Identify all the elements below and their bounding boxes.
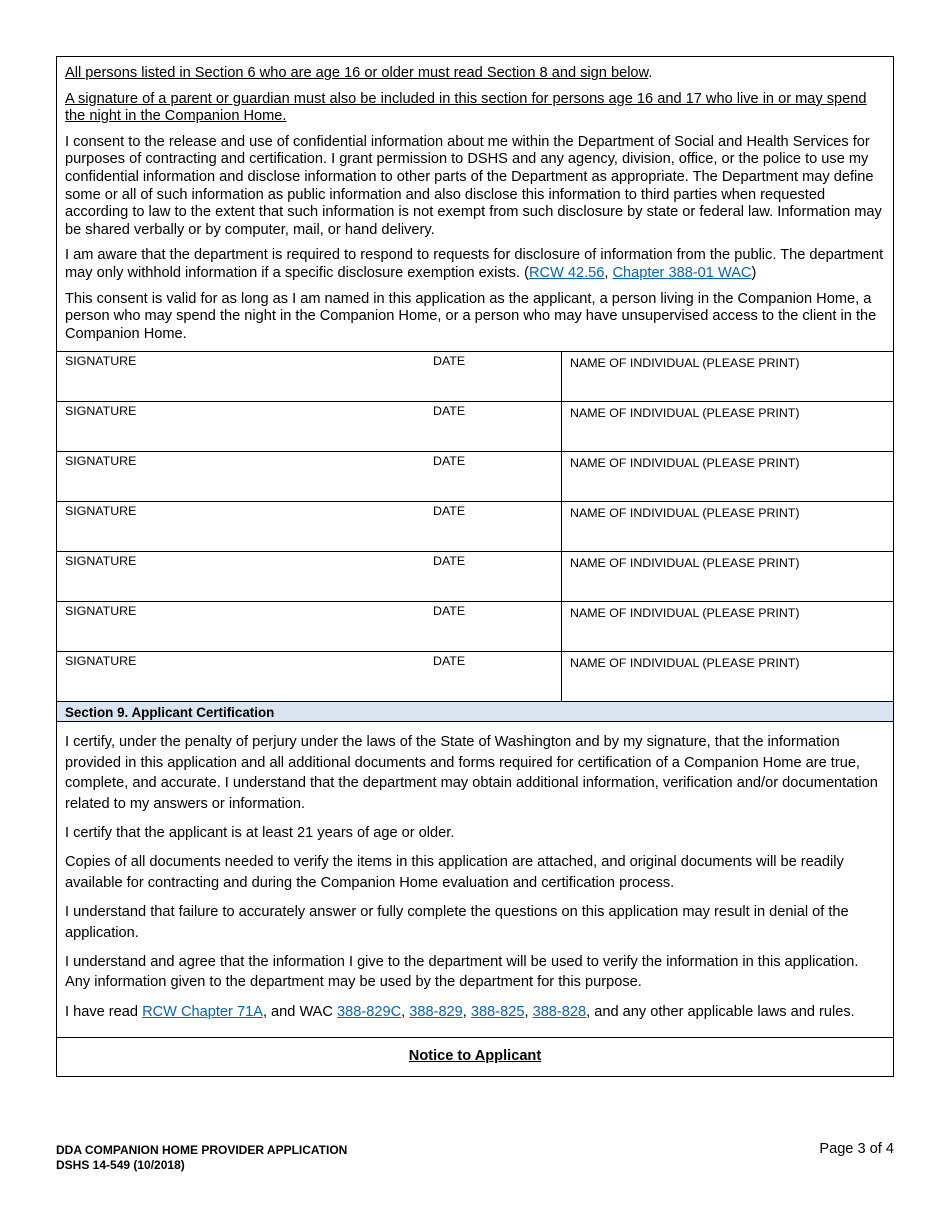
signature-row	[57, 651, 893, 701]
signature-field[interactable]: SIGNATURE	[65, 654, 137, 669]
cert-paragraph-1: I certify, under the penalty of perjury under the laws of the State of Washington and by my signature, that the information provided in this application and all additional documents and forms required for certification of a Companion Home are true, complete, and accurate. I understand that the department may obtain additional information, verification and/or documentation related to my answers or information.	[65, 734, 878, 812]
section9-body	[57, 722, 893, 1037]
cert-paragraph-6: I have read RCW Chapter 71A, and WAC 388-829C, 388-829, 388-825, 388-828, and any other applicable laws and rules.	[65, 1003, 855, 1020]
section9-header: Section 9. Applicant Certification	[57, 701, 893, 722]
signature-row	[57, 451, 893, 501]
signature-table	[57, 351, 893, 701]
date-field[interactable]: DATE	[433, 604, 466, 619]
signature-field[interactable]: SIGNATURE	[65, 404, 137, 419]
wac-388-829-link[interactable]: 388-829	[409, 1003, 463, 1020]
signature-row	[57, 601, 893, 651]
signature-field[interactable]: SIGNATURE	[65, 454, 137, 469]
date-field[interactable]: DATE	[433, 554, 466, 569]
consent-paragraph: I consent to the release and use of confidential information about me within the Department of Social and Health Services for purposes of contracting and certification. I grant permission to DSHS and any agency, division, office, or the police to use my confidential information and disclose information to other parts of the Department as appropriate. The Department may define some or all of such information as public information and also disclose this information to third parties when requested according to law to the extent that such information is not exempt from such disclosure by state or federal law. Information may be shared verbally or by computer, mail, or hand delivery.	[65, 133, 882, 238]
signature-row	[57, 401, 893, 451]
signature-row	[57, 551, 893, 601]
cert-paragraph-3: Copies of all documents needed to verify the items in this application are attached, and original documents will be readily available for contracting and during the Companion Home evaluation and certification process.	[65, 854, 844, 891]
form-footer	[56, 1143, 347, 1173]
date-field[interactable]: DATE	[433, 354, 466, 369]
rcw-42-56-link[interactable]: RCW 42.56	[528, 264, 605, 281]
disclosure-paragraph: I am aware that the department is required to respond to requests for disclosure of information from the public. The department may only withhold information if a specific disclosure exemption exists. (RCW 42.56, Chapter 388-01 WAC)	[65, 247, 884, 281]
cert-paragraph-4: I understand that failure to accurately answer or fully complete the questions on this application may result in denial of the application.	[65, 904, 849, 941]
wac-388-825-link[interactable]: 388-825	[470, 1003, 525, 1020]
chapter-388-01-wac-link[interactable]: Chapter 388-01 WAC	[612, 264, 752, 281]
name-field[interactable]: NAME OF INDIVIDUAL (PLEASE PRINT)	[561, 352, 893, 401]
date-field[interactable]: DATE	[433, 404, 466, 419]
signature-row	[57, 501, 893, 551]
name-field[interactable]: NAME OF INDIVIDUAL (PLEASE PRINT)	[561, 552, 893, 601]
form-title: DDA COMPANION HOME PROVIDER APPLICATION	[56, 1143, 348, 1157]
signature-field[interactable]: SIGNATURE	[65, 554, 137, 569]
wac-388-828-link[interactable]: 388-828	[532, 1003, 587, 1020]
name-field[interactable]: NAME OF INDIVIDUAL (PLEASE PRINT)	[561, 452, 893, 501]
name-field[interactable]: NAME OF INDIVIDUAL (PLEASE PRINT)	[561, 402, 893, 451]
signature-field[interactable]: SIGNATURE	[65, 604, 137, 619]
rcw-chapter-71a-link[interactable]: RCW Chapter 71A	[142, 1003, 263, 1020]
form-number: DSHS 14-549 (10/2018)	[56, 1158, 185, 1172]
name-field[interactable]: NAME OF INDIVIDUAL (PLEASE PRINT)	[561, 652, 893, 701]
page-number: Page 3 of 4	[819, 1141, 894, 1157]
signature-row	[57, 351, 893, 401]
signature-field[interactable]: SIGNATURE	[65, 504, 137, 519]
date-field[interactable]: DATE	[433, 504, 466, 519]
instruction-line-2: A signature of a parent or guardian must also be included in this section for persons age 16 and 17 who live in or may spend the night in the Companion Home.	[65, 90, 867, 125]
cert-paragraph-2: I certify that the applicant is at least 21 years of age or older.	[65, 824, 455, 841]
notice-to-applicant-heading: Notice to Applicant	[57, 1037, 893, 1076]
date-field[interactable]: DATE	[433, 654, 466, 669]
signature-field[interactable]: SIGNATURE	[65, 354, 137, 369]
wac-388-829c-link[interactable]: 388-829C	[337, 1003, 402, 1020]
cert-paragraph-5: I understand and agree that the information I give to the department will be used to verify the information in this application. Any information given to the department may be used by the department for this purpose.	[65, 953, 859, 991]
name-field[interactable]: NAME OF INDIVIDUAL (PLEASE PRINT)	[561, 602, 893, 651]
section8-intro	[57, 57, 893, 351]
validity-paragraph: This consent is valid for as long as I am named in this application as the applicant, a person living in the Companion Home, a person who may spend the night in the Companion Home, or a person who may have unsupervised access to the client in the Companion Home.	[65, 290, 877, 342]
instruction-line-1: All persons listed in Section 6 who are age 16 or older must read Section 8 and sign below.	[65, 65, 653, 81]
date-field[interactable]: DATE	[433, 454, 466, 469]
name-field[interactable]: NAME OF INDIVIDUAL (PLEASE PRINT)	[561, 502, 893, 551]
form-frame	[56, 56, 894, 1077]
